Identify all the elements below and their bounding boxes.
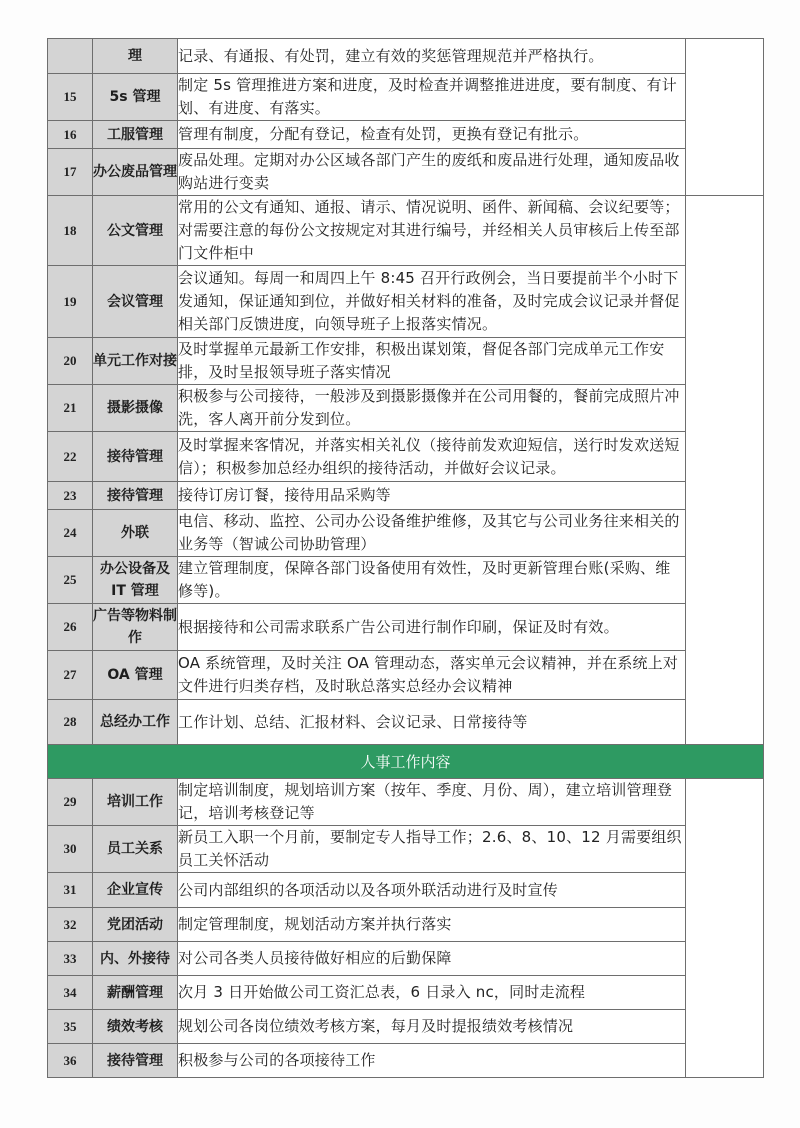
row-name: 办公设备及 IT 管理 <box>93 557 178 604</box>
table-row <box>48 338 764 385</box>
row-number: 22 <box>48 432 93 482</box>
row-name: 内、外接待 <box>93 942 178 976</box>
row-description: 及时掌握单元最新工作安排，积极出谋划策，督促各部门完成单元工作安排，及时呈报领导班子落实情况 <box>178 338 686 385</box>
row-name: 员工关系 <box>93 826 178 873</box>
row-description: 接待订房订餐，接待用品采购等 <box>178 482 686 510</box>
row-name: 5s 管理 <box>93 74 178 121</box>
row-name: 办公废品管理 <box>93 149 178 196</box>
row-name: 绩效考核 <box>93 1010 178 1044</box>
row-description: 次月 3 日开始做公司工资汇总表，6 日录入 nc，同时走流程 <box>178 976 686 1010</box>
row-name: 接待管理 <box>93 482 178 510</box>
row-number: 28 <box>48 700 93 745</box>
row-description: 积极参与公司接待，一般涉及到摄影摄像并在公司用餐的，餐前完成照片冲洗，客人离开前分发到位。 <box>178 385 686 432</box>
row-number: 29 <box>48 779 93 826</box>
row-number: 16 <box>48 121 93 149</box>
row-name: 理 <box>93 39 178 74</box>
row-name: 摄影摄像 <box>93 385 178 432</box>
row-number: 30 <box>48 826 93 873</box>
row-name: OA 管理 <box>93 651 178 700</box>
table-row <box>48 942 764 976</box>
row-description: 会议通知。每周一和周四上午 8:45 召开行政例会，当日要提前半个小时下发通知，保证通知到位，并做好相关材料的准备，及时完成会议记录并督促相关部门反馈进度，向领导班子上报落实情况。 <box>178 266 686 338</box>
row-number: 23 <box>48 482 93 510</box>
table-row <box>48 700 764 745</box>
row-description: 电信、移动、监控、公司办公设备维护维修，及其它与公司业务往来相关的业务等（智诚公司协助管理） <box>178 510 686 557</box>
row-name: 外联 <box>93 510 178 557</box>
table-row <box>48 557 764 604</box>
row-name: 培训工作 <box>93 779 178 826</box>
table-row <box>48 873 764 908</box>
row-description: 制定培训制度，规划培训方案（按年、季度、月份、周），建立培训管理登记，培训考核登记等 <box>178 779 686 826</box>
row-description: 管理有制度，分配有登记，检查有处罚，更换有登记有批示。 <box>178 121 686 149</box>
row-name: 公文管理 <box>93 196 178 266</box>
row-name: 薪酬管理 <box>93 976 178 1010</box>
row-number: 21 <box>48 385 93 432</box>
row-name: 单元工作对接 <box>93 338 178 385</box>
table-row <box>48 385 764 432</box>
remarks-cell <box>686 39 764 196</box>
table-row <box>48 604 764 651</box>
row-description: 公司内部组织的各项活动以及各项外联活动进行及时宣传 <box>178 873 686 908</box>
table-row <box>48 651 764 700</box>
row-name: 接待管理 <box>93 432 178 482</box>
row-number: 20 <box>48 338 93 385</box>
row-number: 35 <box>48 1010 93 1044</box>
table-row <box>48 1044 764 1078</box>
section-header-row <box>48 745 764 779</box>
row-number: 32 <box>48 908 93 942</box>
row-description: 工作计划、总结、汇报材料、会议记录、日常接待等 <box>178 700 686 745</box>
row-description: 及时掌握来客情况，并落实相关礼仪（接待前发欢迎短信，送行时发欢送短信）；积极参加总经办组织的接待活动，并做好会议记录。 <box>178 432 686 482</box>
row-number: 27 <box>48 651 93 700</box>
row-description: 常用的公文有通知、通报、请示、情况说明、函件、新闻稿、会议纪要等；对需要注意的每份公文按规定对其进行编号，并经相关人员审核后上传至部门文件柜中 <box>178 196 686 266</box>
row-description: 制定 5s 管理推进方案和进度，及时检查并调整推进进度，要有制度、有计划、有进度、有落实。 <box>178 74 686 121</box>
table-row <box>48 908 764 942</box>
table-row-continued <box>48 39 764 74</box>
row-number: 19 <box>48 266 93 338</box>
row-description: OA 系统管理，及时关注 OA 管理动态，落实单元会议精神，并在系统上对文件进行归类存档，及时耿总落实总经办会议精神 <box>178 651 686 700</box>
row-name: 工服管理 <box>93 121 178 149</box>
row-number: 34 <box>48 976 93 1010</box>
row-number: 36 <box>48 1044 93 1078</box>
table-row <box>48 510 764 557</box>
row-number: 26 <box>48 604 93 651</box>
row-description: 废品处理。定期对办公区域各部门产生的废纸和废品进行处理，通知废品收购站进行变卖 <box>178 149 686 196</box>
row-number: 18 <box>48 196 93 266</box>
row-number: 33 <box>48 942 93 976</box>
table-row <box>48 74 764 121</box>
row-description: 积极参与公司的各项接待工作 <box>178 1044 686 1078</box>
row-name: 企业宣传 <box>93 873 178 908</box>
row-description: 对公司各类人员接待做好相应的后勤保障 <box>178 942 686 976</box>
row-name: 接待管理 <box>93 1044 178 1078</box>
row-name: 会议管理 <box>93 266 178 338</box>
table-row <box>48 196 764 266</box>
duties-table <box>47 38 764 1078</box>
table-row <box>48 482 764 510</box>
table-row <box>48 826 764 873</box>
row-number: 25 <box>48 557 93 604</box>
row-description: 制定管理制度，规划活动方案并执行落实 <box>178 908 686 942</box>
remarks-cell <box>686 196 764 745</box>
table-row <box>48 779 764 826</box>
table-row <box>48 432 764 482</box>
table-row <box>48 976 764 1010</box>
remarks-cell <box>686 779 764 1078</box>
row-description: 记录、有通报、有处罚，建立有效的奖惩管理规范并严格执行。 <box>178 39 686 74</box>
table-row <box>48 266 764 338</box>
row-number <box>48 39 93 74</box>
row-number: 31 <box>48 873 93 908</box>
table-row <box>48 1010 764 1044</box>
row-description: 规划公司各岗位绩效考核方案，每月及时提报绩效考核情况 <box>178 1010 686 1044</box>
table-row <box>48 121 764 149</box>
table-row <box>48 149 764 196</box>
row-number: 15 <box>48 74 93 121</box>
row-description: 建立管理制度，保障各部门设备使用有效性，及时更新管理台账(采购、维修等)。 <box>178 557 686 604</box>
row-name: 广告等物料制作 <box>93 604 178 651</box>
section-header-hr: 人事工作内容 <box>48 745 764 779</box>
row-number: 17 <box>48 149 93 196</box>
row-name: 党团活动 <box>93 908 178 942</box>
row-number: 24 <box>48 510 93 557</box>
row-name: 总经办工作 <box>93 700 178 745</box>
row-description: 根据接待和公司需求联系广告公司进行制作印刷，保证及时有效。 <box>178 604 686 651</box>
row-description: 新员工入职一个月前，要制定专人指导工作；2.6、8、10、12 月需要组织员工关怀活动 <box>178 826 686 873</box>
